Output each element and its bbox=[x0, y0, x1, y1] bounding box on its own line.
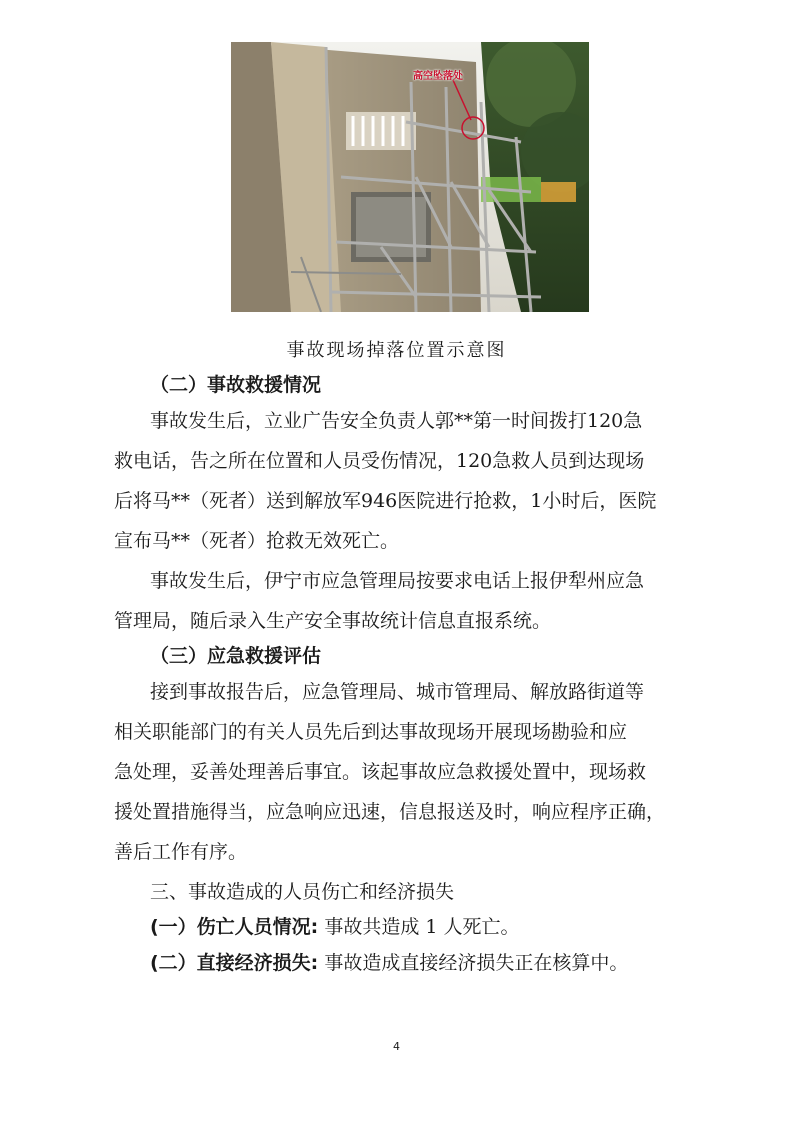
casualty-row bbox=[150, 914, 520, 940]
rescue-p1-line-3: 后将马**（死者）送到解放军946医院进行抢救，1小时后，医院 bbox=[114, 489, 657, 512]
economic-label: (二）直接经济损失: bbox=[150, 952, 319, 974]
evaluation-heading: （三）应急救援评估 bbox=[150, 645, 322, 668]
economic-text: 事故造成直接经济损失正在核算中。 bbox=[324, 952, 629, 974]
photo-caption: 事故现场掉落位置示意图 bbox=[286, 340, 507, 361]
economic-row bbox=[150, 950, 628, 976]
scaffold-building-illustration bbox=[231, 42, 589, 312]
rescue-p1-line-2: 救电话，告之所在位置和人员受伤情况，120急救人员到达现场 bbox=[114, 449, 645, 472]
casualty-label: (一）伤亡人员情况: bbox=[150, 916, 319, 939]
accident-scene-photo bbox=[231, 42, 589, 312]
rescue-p1-line-4: 宣布马**（死者）抢救无效死亡。 bbox=[114, 529, 400, 552]
rescue-p2-line-2: 管理局，随后录入生产安全事故统计信息直报系统。 bbox=[114, 609, 552, 632]
rescue-p1-line-1: 事故发生后，立业广告安全负责人郭**第一时间拨打120急 bbox=[150, 409, 643, 432]
page-number: 4 bbox=[393, 1040, 400, 1053]
losses-heading: 三、事故造成的人员伤亡和经济损失 bbox=[150, 880, 455, 903]
rescue-p2-line-1: 事故发生后，伊宁市应急管理局按要求电话上报伊犁州应急 bbox=[150, 569, 645, 592]
evaluation-line-4: 援处置措施得当，应急响应迅速，信息报送及时，响应程序正确， bbox=[114, 800, 666, 823]
photo-annotation-label: 高空坠落处 bbox=[413, 71, 463, 82]
casualty-text: 事故共造成 1 人死亡。 bbox=[324, 916, 520, 939]
evaluation-line-5: 善后工作有序。 bbox=[114, 840, 248, 863]
evaluation-line-2: 相关职能部门的有关人员先后到达事故现场开展现场勘验和应 bbox=[114, 720, 628, 743]
evaluation-line-3: 急处理，妥善处理善后事宜。该起事故应急救援处置中，现场救 bbox=[114, 760, 647, 783]
rescue-heading: （二）事故救援情况 bbox=[150, 374, 322, 396]
evaluation-line-1: 接到事故报告后，应急管理局、城市管理局、解放路街道等 bbox=[150, 680, 645, 703]
